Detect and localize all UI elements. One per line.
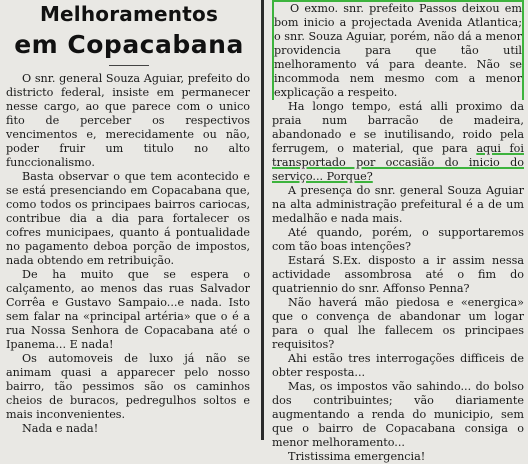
column-rule — [261, 0, 264, 440]
right-paragraph: Não haverá mão piedosa e «energica» que o convença de abandonar um logar para o qual lhe fallecem os principaes requisitos? — [272, 296, 524, 351]
left-paragraph: Os automoveis de luxo já não se animam quasi a apparecer pelo nosso bairro, tão pessimos são os caminhos cheios de buracos, pedregulhos soltos e mais inconvenientes. — [6, 352, 250, 421]
left-paragraph: Nada e nada! — [22, 422, 99, 435]
right-paragraph: Até quando, porém, o supportaremos com tão boas intenções? — [272, 226, 524, 253]
right-paragraph: Estará S.Ex. disposto a ir assim nessa actividade assombrosa até o fim do quatriennio do snr. Affonso Penna? — [272, 254, 524, 295]
title-divider — [109, 65, 149, 66]
right-paragraph: Mas, os impostos vão sahindo... do bolso dos contribuintes; vão diariamente augmentando a renda do municipio, sem que o bairro de Copacabana consiga o menor melhoramento... — [272, 380, 524, 449]
left-body — [0, 72, 258, 436]
right-column — [268, 0, 528, 463]
left-column — [0, 0, 258, 440]
left-paragraph: Basta observar o que tem acontecido e se está presenciando em Copacabana que, como todos os principaes bairros cariocas, contribue dia a dia para fortalecer os cofres municipaes, quanto á pontualidade no pagamento deboa porção de impostos, nada obtendo em retribuição. — [6, 170, 250, 267]
left-paragraph: O snr. general Souza Aguiar, prefeito do districto federal, insiste em permanecer nesse cargo, ao que parece com o unico fito de perceber os respectivos vencimentos e, merecidamente ou não, poder fruir um titulo no alto funccionalismo. — [6, 72, 250, 169]
right-paragraph-highlighted: O exmo. snr. prefeito Passos deixou em bom inicio a projectada Avenida Atlantica; o snr. Souza Aguiar, porém, não dá a menor providencia para que tão util melhoramento vá para deante. Não se incommoda nem mesmo com a menor explicação a respeito. — [274, 2, 523, 99]
article-title-line1: Melhoramentos — [39, 2, 219, 26]
left-paragraph: De ha muito que se espera o calçamento, ao menos das ruas Salvador Corrêa e Gustavo Sampaio...e nada. Isto sem falar na «principal artéria» que o é a rua Nossa Senhora de Copacabana até o Ipanema... E nada! — [6, 268, 250, 351]
right-paragraph: Tristissima emergencia! — [288, 450, 426, 463]
right-paragraph — [272, 100, 524, 184]
highlighted-text: aqui foi transportado por occasião do inicio do serviço... Porque? — [272, 142, 524, 183]
right-paragraph: A presença do snr. general Souza Aguiar na alta administração prefeitural é a de um medalhão e nada mais. — [272, 184, 524, 225]
right-paragraph: Ahi estão tres interrogações difficeis de obter resposta... — [272, 352, 524, 379]
right-body — [268, 0, 528, 464]
right-paragraph-text: Ha longo tempo, está alli proximo da praia num barracão de madeira, abandonado e se inutilisando, roido pela ferrugem, o material, que para — [272, 100, 524, 155]
article-title-line2: em Copacabana — [14, 30, 244, 59]
